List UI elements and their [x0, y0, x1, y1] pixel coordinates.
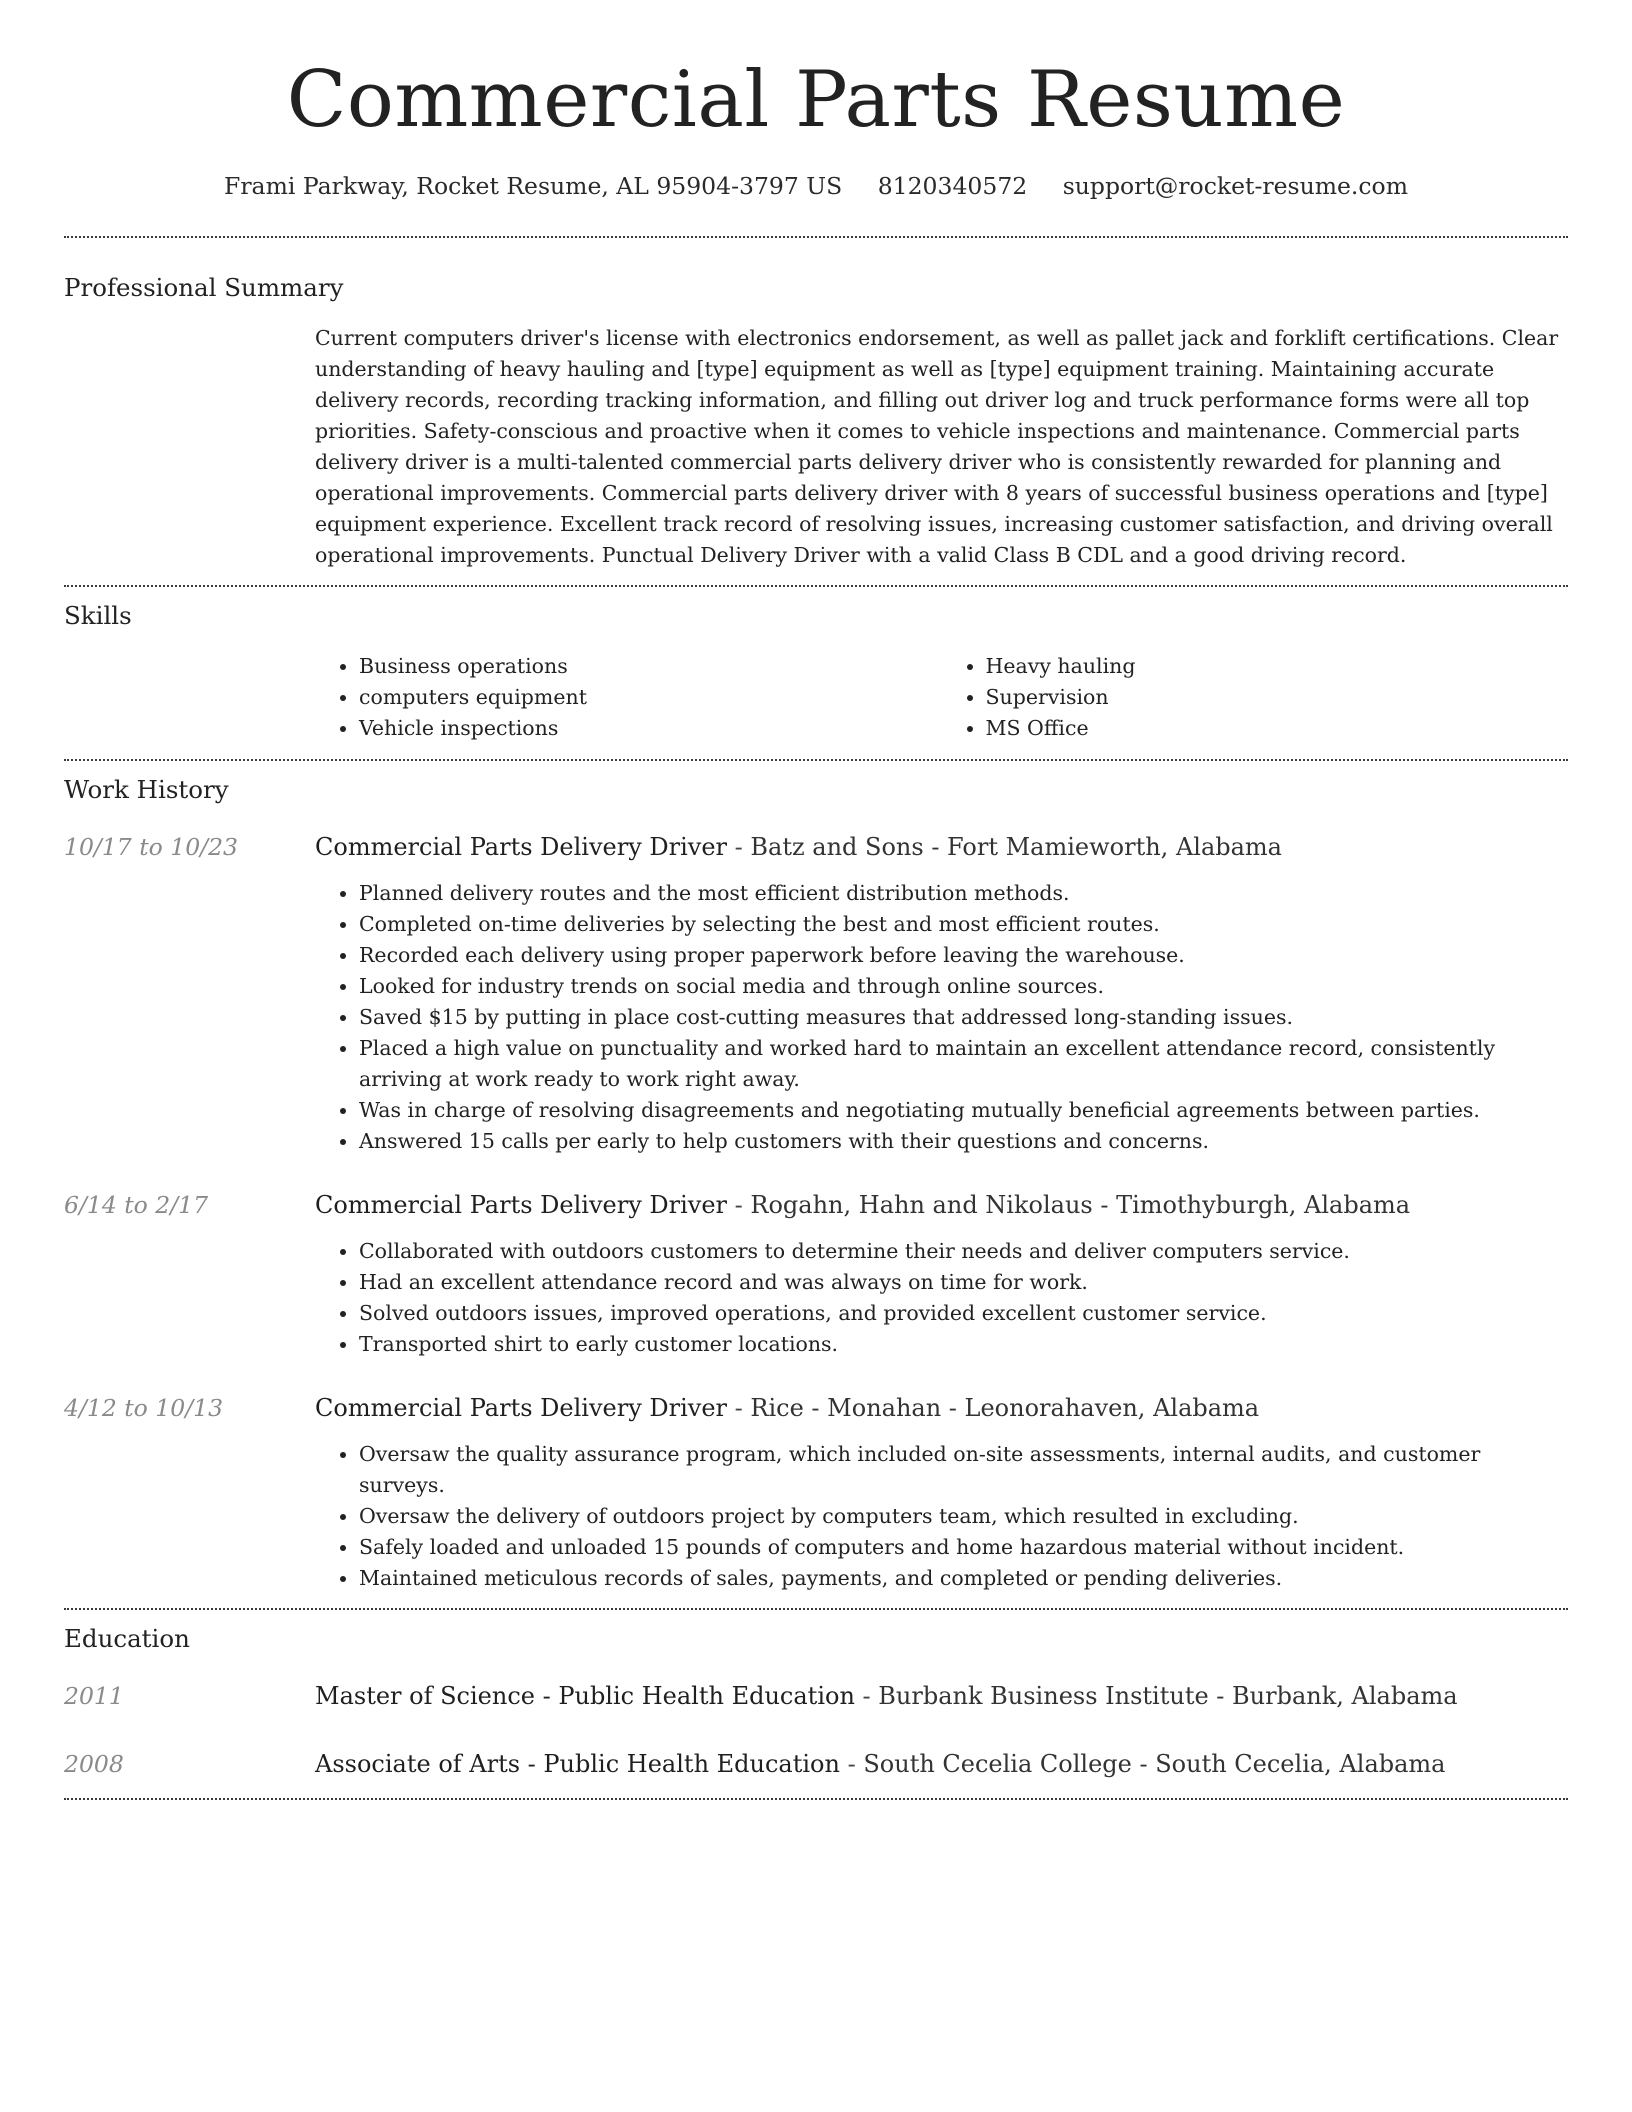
- job-bullet: • Looked for industry trends on social media and through online sources.: [359, 971, 1568, 1002]
- job-bullet: • Solved outdoors issues, improved operations, and provided excellent customer service.: [359, 1298, 1568, 1329]
- job-entry: [64, 1390, 1568, 1594]
- job-dates: 4/12 to 10/13: [64, 1394, 224, 1422]
- job-bullets: [315, 1236, 1568, 1360]
- job-dates: 10/17 to 10/23: [64, 833, 238, 861]
- job-bullets: [315, 878, 1568, 1157]
- job-title: Commercial Parts Delivery Driver: [315, 1191, 728, 1219]
- job-bullet: • Safely loaded and unloaded 15 pounds of computers and home hazardous material without incident.: [359, 1532, 1568, 1563]
- summary-text: Current computers driver's license with electronics endorsement, as well as pallet jack and forklift certifications. Clear understanding of heavy hauling and [type] equipment as well as [type] equipment training. Maintaining accurate delivery records, recording tracking information, and filling out driver log and truck performance forms were all top priorities. Safety-conscious and proactive when it comes to vehicle inspections and maintenance. Commercial parts delivery driver is a multi-talented commercial parts delivery driver who is consistently rewarded for planning and operational improvements. Commercial parts delivery driver with 8 years of successful business operations and [type] equipment experience. Excellent track record of resolving issues, increasing customer satisfaction, and driving overall operational improvements. Punctual Delivery Driver with a valid Class B CDL and a good driving record.: [315, 326, 1559, 567]
- job-details: Rogahn, Hahn and Nikolaus - Timothyburgh, Alabama: [750, 1191, 1411, 1219]
- job-bullets: [315, 1439, 1568, 1594]
- job-dates: 6/14 to 2/17: [64, 1191, 209, 1219]
- job-bullet: • Collaborated with outdoors customers to determine their needs and deliver computers service.: [359, 1236, 1568, 1267]
- education-entry: [64, 1746, 1568, 1782]
- work-history-section: [64, 761, 1568, 1594]
- job-bullet: • Oversaw the quality assurance program, which included on-site assessments, internal audits, and customer surveys.: [359, 1439, 1568, 1501]
- job-bullet: • Saved $15 by putting in place cost-cutting measures that addressed long-standing issues.: [359, 1002, 1568, 1033]
- education-degree: Associate of Arts - Public Health Education: [315, 1750, 840, 1778]
- contact-address: Frami Parkway, Rocket Resume, AL 95904-3797 US: [224, 172, 843, 200]
- job-heading: [315, 1187, 1410, 1223]
- skill-item: • Heavy hauling: [986, 651, 1569, 682]
- job-bullet: • Maintained meticulous records of sales, payments, and completed or pending deliveries.: [359, 1563, 1568, 1594]
- job-entry: [64, 1187, 1568, 1360]
- job-heading: [315, 829, 1282, 865]
- summary-heading: Professional Summary: [64, 273, 344, 302]
- job-separator: -: [727, 833, 751, 861]
- skill-item: • MS Office: [986, 713, 1569, 744]
- divider: [64, 1798, 1568, 1800]
- education-entry: [64, 1678, 1568, 1714]
- education-degree: Master of Science - Public Health Education: [315, 1682, 855, 1710]
- job-bullet: • Had an excellent attendance record and was always on time for work.: [359, 1267, 1568, 1298]
- skill-item: • computers equipment: [359, 682, 942, 713]
- education-heading-line: [315, 1678, 1458, 1714]
- contact-phone: 8120340572: [877, 172, 1028, 200]
- job-details: Batz and Sons - Fort Mamieworth, Alabama: [750, 833, 1282, 861]
- education-heading-line: [315, 1746, 1445, 1782]
- skills-section: [64, 587, 1568, 744]
- skill-item: • Vehicle inspections: [359, 713, 942, 744]
- skills-list-right: [942, 651, 1569, 744]
- job-separator: -: [727, 1394, 751, 1422]
- job-entry: [64, 829, 1568, 1157]
- education-separator: -: [839, 1750, 864, 1778]
- job-title: Commercial Parts Delivery Driver: [315, 833, 728, 861]
- resume-page: [64, 0, 1568, 1800]
- education-details: South Cecelia College - South Cecelia, Alabama: [863, 1750, 1446, 1778]
- education-heading: Education: [64, 1624, 190, 1653]
- contact-email: support@rocket-resume.com: [1062, 172, 1408, 200]
- skills-list-left: [315, 651, 942, 744]
- job-bullet: • Was in charge of resolving disagreements and negotiating mutually beneficial agreements between parties.: [359, 1095, 1568, 1126]
- contact-line: [64, 166, 1568, 206]
- job-heading: [315, 1390, 1259, 1426]
- skill-item: • Business operations: [359, 651, 942, 682]
- resume-title: Commercial Parts Resume: [286, 55, 1346, 145]
- education-details: Burbank Business Institute - Burbank, Alabama: [878, 1682, 1458, 1710]
- job-details: Rice - Monahan - Leonorahaven, Alabama: [750, 1394, 1260, 1422]
- education-year: 2008: [64, 1750, 124, 1778]
- work-history-heading: Work History: [64, 775, 229, 804]
- job-bullet: • Placed a high value on punctuality and worked hard to maintain an excellent attendance record, consistently arriving at work ready to work right away.: [359, 1033, 1568, 1095]
- job-bullet: • Recorded each delivery using proper paperwork before leaving the warehouse.: [359, 940, 1568, 971]
- job-bullet: • Transported shirt to early customer locations.: [359, 1329, 1568, 1360]
- summary-section: [64, 238, 1568, 571]
- job-title: Commercial Parts Delivery Driver: [315, 1394, 728, 1422]
- education-section: [64, 1610, 1568, 1782]
- job-bullet: • Answered 15 calls per early to help customers with their questions and concerns.: [359, 1126, 1568, 1157]
- skills-heading: Skills: [64, 601, 132, 630]
- job-bullet: • Oversaw the delivery of outdoors project by computers team, which resulted in excluding.: [359, 1501, 1568, 1532]
- job-bullet: • Completed on-time deliveries by selecting the best and most efficient routes.: [359, 909, 1568, 940]
- job-separator: -: [727, 1191, 751, 1219]
- skill-item: • Supervision: [986, 682, 1569, 713]
- job-bullet: • Planned delivery routes and the most efficient distribution methods.: [359, 878, 1568, 909]
- education-separator: -: [854, 1682, 879, 1710]
- education-year: 2011: [64, 1682, 124, 1710]
